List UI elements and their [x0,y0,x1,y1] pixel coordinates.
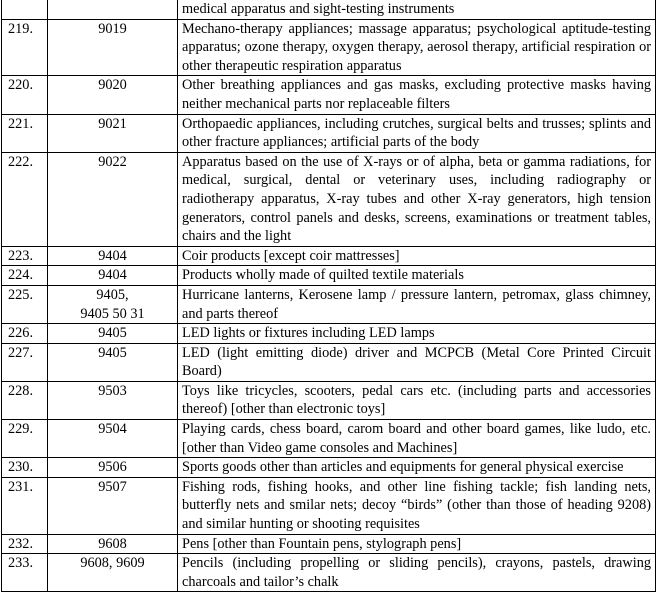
description-cell: LED (light emitting diode) driver and MCPCB (Metal Core Printed Circuit Board) [178,343,656,381]
hsn-code: 9608 [98,535,127,552]
description-cell: Coir products [except coir mattresses] [178,246,656,266]
table-row [2,19,656,76]
hsn-code: 9404 [98,247,127,264]
serial-number-cell: 221. [2,114,48,152]
hsn-code: 9503 [98,382,127,399]
serial-number-cell: 219. [2,19,48,76]
table-row [2,246,656,266]
description-cell: Mechano-therapy appliances; massage apparatus; psychological aptitude-testing apparatus; ozone therapy, oxygen therapy, aerosol therapy, artificial respiration or other therapeutic respiration apparatus [178,19,656,76]
hsn-code-cell [48,420,178,458]
hsn-code: 9405 [98,344,127,361]
hsn-code: 9405 [98,325,127,342]
serial-number-cell: 225. [2,285,48,323]
serial-number-cell: 230. [2,458,48,478]
goods-rate-table [1,0,656,592]
hsn-code: 9405, [96,286,129,303]
serial-number-cell: 226. [2,324,48,344]
hsn-code-cell [48,285,178,323]
hsn-code-cell [48,534,178,554]
hsn-code-cell [48,381,178,419]
serial-number-cell [2,0,48,19]
description-cell: Fishing rods, fishing hooks, and other line fishing tackle; fish landing nets, butterfly nets and smilar nets; decoy “birds” (other than those of heading 9208) and similar hunting or shooting requisites [178,477,656,534]
description-cell: Hurricane lanterns, Kerosene lamp / pressure lantern, petromax, glass chimney, and parts thereof [178,285,656,323]
description-cell: Playing cards, chess board, carom board and other board games, like ludo, etc. [other than Video game consoles and Machines] [178,420,656,458]
description-cell: Pens [other than Fountain pens, stylograph pens] [178,534,656,554]
table-row [2,324,656,344]
hsn-code-cell [48,114,178,152]
table-row [2,114,656,152]
hsn-code: 9608, 9609 [80,555,145,572]
hsn-code: 9504 [98,421,127,438]
table-row [2,76,656,114]
description-cell: LED lights or fixtures including LED lamps [178,324,656,344]
table-row [2,554,656,592]
hsn-code-cell [48,477,178,534]
hsn-code: 9506 [98,459,127,476]
description-cell: medical apparatus and sight-testing instruments [178,0,656,19]
table-row [2,152,656,246]
serial-number-cell: 229. [2,420,48,458]
description-cell: Orthopaedic appliances, including crutches, surgical belts and trusses; splints and other fracture appliances; artificial parts of the body [178,114,656,152]
description-cell: Apparatus based on the use of X-rays or of alpha, beta or gamma radiations, for medical, surgical, dental or veterinary uses, including radiography or radiotherapy apparatus, X-ray tubes and other X-ray generators, high tension generators, control panels and desks, screens, examinations or treatment tables, chairs and the light [178,152,656,246]
description-cell: Pencils (including propelling or sliding pencils), crayons, pastels, drawing charcoals and tailor’s chalk [178,554,656,592]
table-row [2,285,656,323]
table-row [2,420,656,458]
table-row [2,343,656,381]
serial-number-cell: 233. [2,554,48,592]
table-row [2,534,656,554]
description-cell: Other breathing appliances and gas masks, excluding protective masks having neither mechanical parts nor replaceable filters [178,76,656,114]
hsn-code: 9021 [98,115,127,132]
hsn-code-cell [48,554,178,592]
hsn-code-cell [48,19,178,76]
hsn-code-cell [48,324,178,344]
hsn-code-cell [48,0,178,19]
table-row [2,458,656,478]
serial-number-cell: 231. [2,477,48,534]
serial-number-cell: 223. [2,246,48,266]
description-cell: Toys like tricycles, scooters, pedal cars etc. (including parts and accessories thereof) [other than electronic toys] [178,381,656,419]
hsn-code-cell [48,152,178,246]
hsn-code-cell [48,343,178,381]
description-cell: Sports goods other than articles and equipments for general physical exercise [178,458,656,478]
serial-number-cell: 232. [2,534,48,554]
hsn-code: 9022 [98,153,127,170]
table-body [2,0,656,592]
hsn-code-cell [48,458,178,478]
table-row [2,0,656,19]
table-row [2,477,656,534]
hsn-code-cell [48,266,178,286]
hsn-code: 9019 [98,20,127,37]
hsn-code-cell [48,76,178,114]
serial-number-cell: 228. [2,381,48,419]
hsn-code: 9020 [98,77,127,94]
table-row [2,266,656,286]
serial-number-cell: 224. [2,266,48,286]
serial-number-cell: 222. [2,152,48,246]
serial-number-cell: 220. [2,76,48,114]
hsn-code: 9507 [98,478,127,495]
hsn-code-cell [48,246,178,266]
description-cell: Products wholly made of quilted textile materials [178,266,656,286]
hsn-code: 9404 [98,267,127,284]
serial-number-cell: 227. [2,343,48,381]
table-row [2,381,656,419]
hsn-code: 9405 50 31 [80,305,145,322]
